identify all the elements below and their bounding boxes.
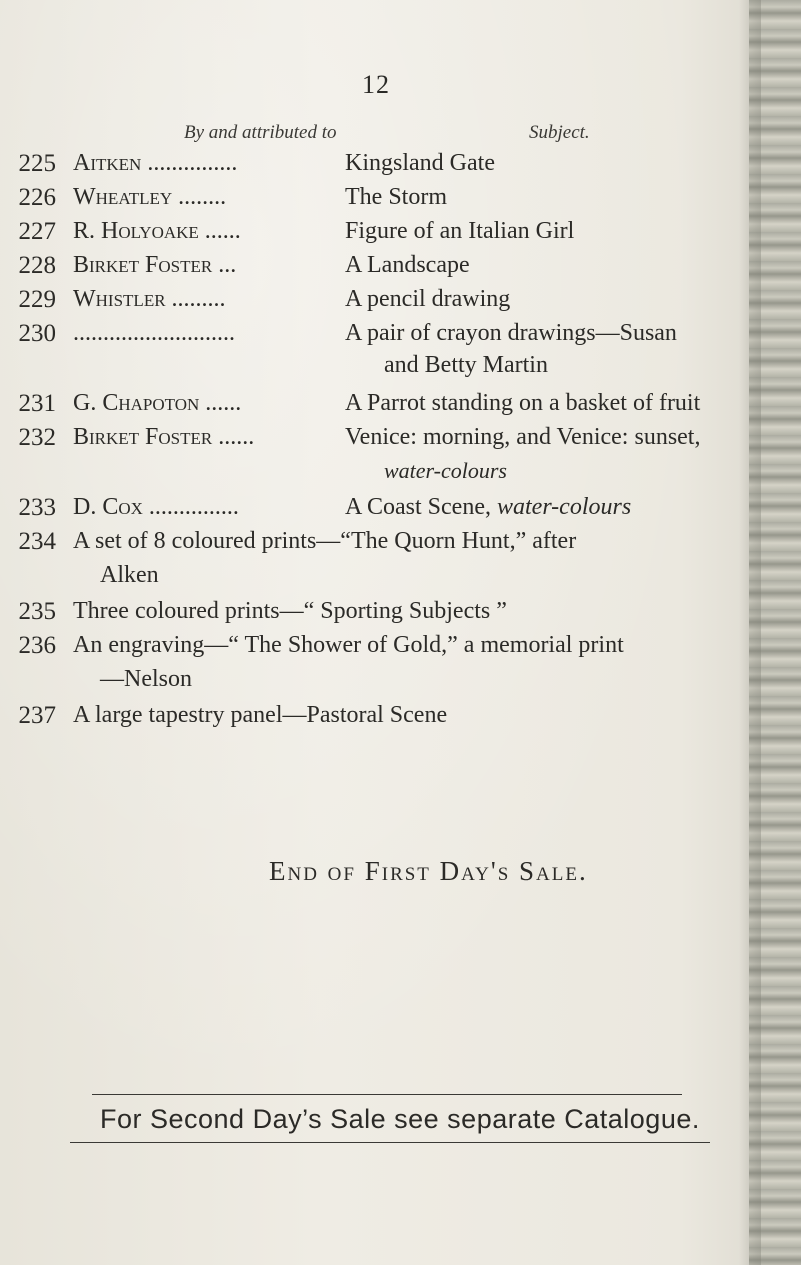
header-subject: Subject. [529,122,590,143]
lot-artist: Whistler ......... [73,286,226,312]
divider-bottom [70,1142,710,1143]
lot-subject-continued: water-colours [384,458,507,483]
lot-subject: A Parrot standing on a basket of fruit [345,390,701,416]
lot-subject: The Storm [345,184,447,210]
lot-number: 233 [18,494,56,521]
lot-subject: A pair of crayon drawings—Susan [345,320,677,346]
lot-description-continued: —Nelson [100,666,192,692]
lot-subject: A pencil drawing [345,286,511,312]
lot-number: 227 [18,218,56,245]
page-edge-shadow [739,0,761,1265]
lot-artist: R. Holyoake ...... [73,218,241,244]
lot-number: 229 [18,286,56,313]
lot-artist: G. Chapoton ...... [73,390,242,416]
lot-description: Three coloured prints—“ Sporting Subjects ” [73,598,507,624]
lot-leader: ........................... [73,320,235,346]
lot-subject-continued: and Betty Martin [384,352,548,378]
lot-subject: A Coast Scene, water-colours [345,494,632,520]
lot-artist: Aitken ............... [73,150,238,176]
lot-number: 236 [18,632,56,659]
lot-description-continued: Alken [100,562,159,588]
footer-note: For Second Day’s Sale see separate Catalogue. [100,1104,700,1134]
lot-subject: Venice: morning, and Venice: sunset, [345,424,701,450]
lot-number: 232 [18,424,56,451]
header-by-attributed: By and attributed to [184,122,337,143]
lot-number: 235 [18,598,56,625]
lot-number: 231 [18,390,56,417]
lot-number: 237 [18,702,56,729]
lot-artist: Birket Foster ... [73,252,237,278]
lot-number: 228 [18,252,56,279]
lot-artist: Birket Foster ...... [73,424,255,450]
lot-description: A large tapestry panel—Pastoral Scene [73,702,448,728]
lot-subject: Figure of an Italian Girl [345,218,575,244]
lot-subject: A Landscape [345,252,470,278]
lot-number: 225 [18,150,56,177]
lot-subject: Kingsland Gate [345,150,495,176]
lot-number: 226 [18,184,56,211]
lot-number: 230 [18,320,56,347]
end-of-sale-note: End of First Day's Sale. [269,856,588,886]
divider-top [92,1094,682,1095]
lot-description: An engraving—“ The Shower of Gold,” a memorial print [73,632,624,658]
lot-description: A set of 8 coloured prints—“The Quorn Hunt,” after [73,528,577,554]
page-number: 12 [362,70,390,99]
lot-artist: D. Cox ............... [73,494,239,520]
lot-number: 234 [18,528,56,555]
lot-artist: Wheatley ........ [73,184,227,210]
